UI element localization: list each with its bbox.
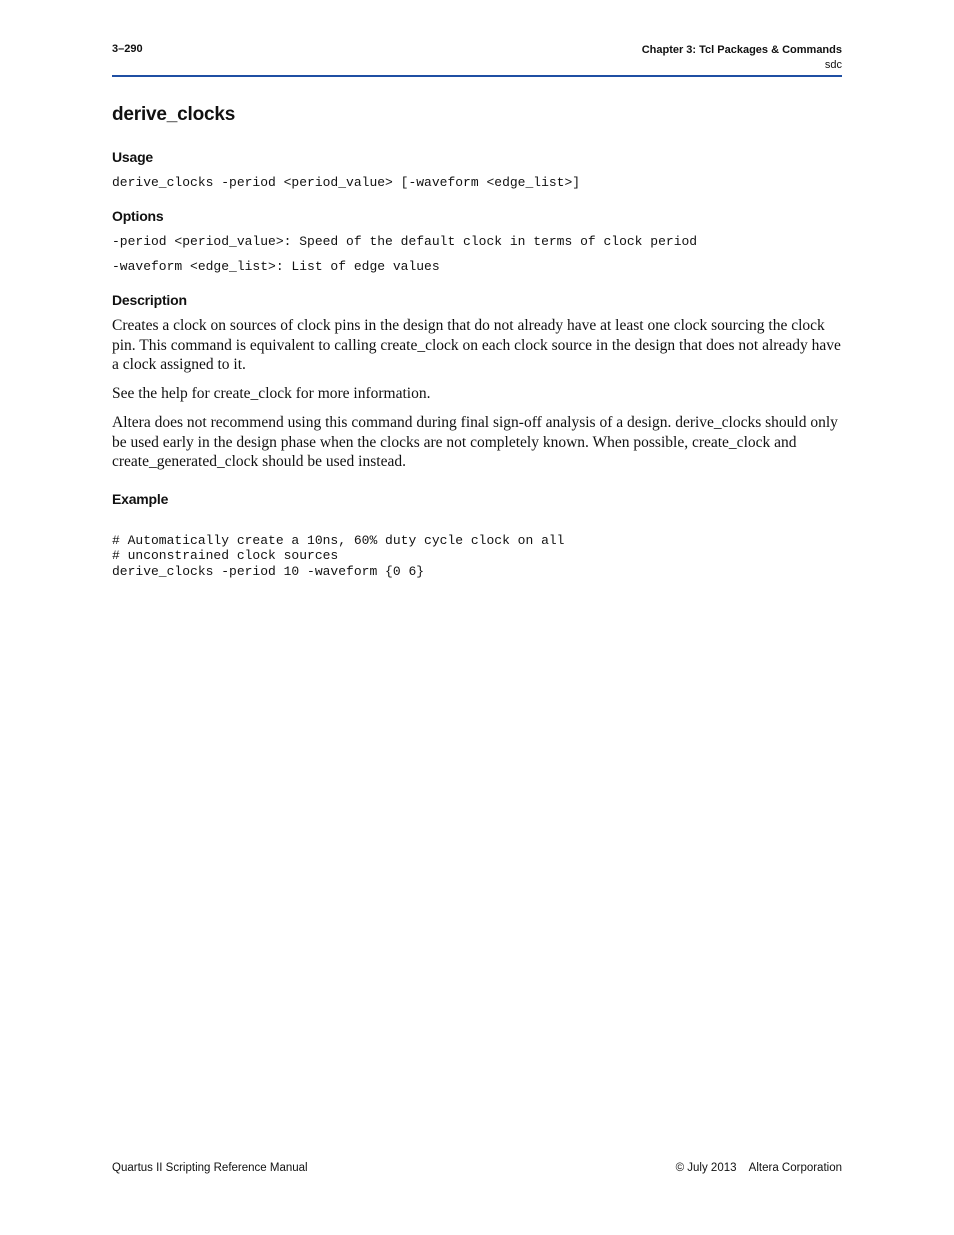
- usage-syntax: derive_clocks -period <period_value> [-waveform <edge_list>]: [112, 175, 581, 190]
- description-paragraph: Altera does not recommend using this command during final sign-off analysis of a design. derive_clocks should only be used early in the design phase when the clocks are not completely known. When possible, create_clock and create_generated_clock should be used instead.: [112, 414, 838, 470]
- code-line: # unconstrained clock sources: [112, 548, 339, 563]
- package-name: sdc: [824, 59, 842, 71]
- description-paragraph: See the help for create_clock for more information.: [112, 385, 431, 402]
- description-paragraph: Creates a clock on sources of clock pins in the design that do not already have at least one clock sourcing the clock pin. This command is equivalent to calling create_clock on each clock source in the design that does not already have a clock assigned to it.: [112, 317, 841, 373]
- command-title: derive_clocks: [112, 104, 236, 125]
- option-item: -period <period_value>: Speed of the default clock in terms of clock period: [112, 234, 698, 249]
- page-number: 3–290: [112, 43, 143, 55]
- chapter-title: Chapter 3: Tcl Packages & Commands: [641, 44, 842, 56]
- footer-right: [676, 1162, 842, 1174]
- copyright-date: © July 2013: [675, 1162, 737, 1174]
- code-line: # Automatically create a 10ns, 60% duty cycle clock on all: [112, 532, 565, 548]
- code-line: derive_clocks -period 10 -waveform {0 6}: [112, 563, 425, 579]
- company-name: Altera Corporation: [748, 1162, 842, 1174]
- description-heading: Description: [112, 292, 187, 308]
- usage-heading: Usage: [112, 149, 154, 165]
- header-rule: [112, 75, 842, 77]
- example-code: [112, 517, 564, 595]
- manual-title: Quartus II Scripting Reference Manual: [112, 1162, 308, 1174]
- options-heading: Options: [112, 208, 164, 224]
- running-header: [642, 43, 842, 73]
- option-item: -waveform <edge_list>: List of edge values: [112, 259, 440, 274]
- example-heading: Example: [112, 491, 169, 507]
